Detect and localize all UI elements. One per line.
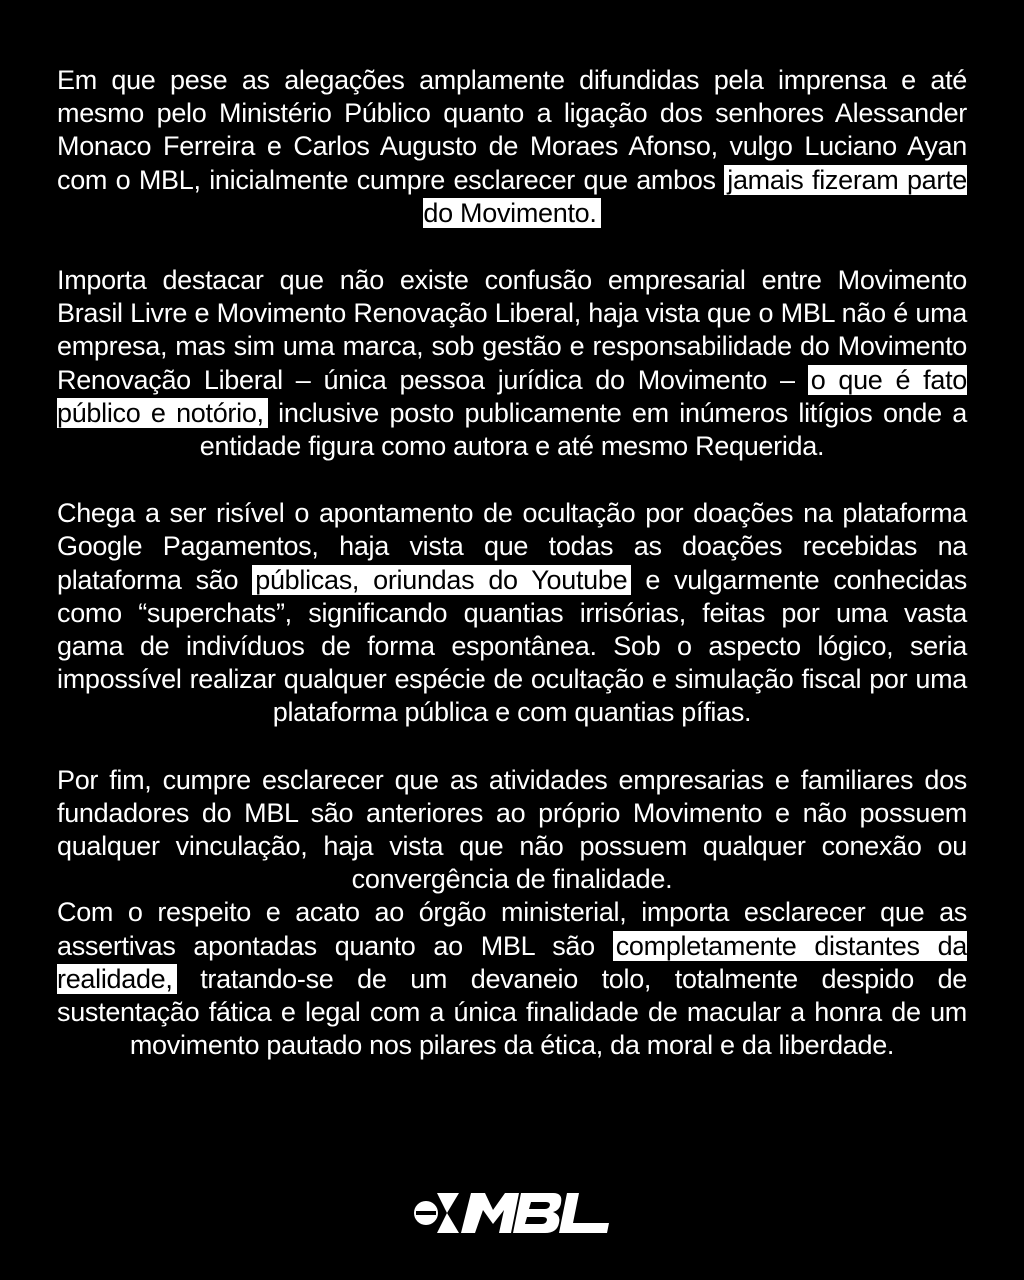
paragraph-2 (57, 264, 967, 463)
paragraph-2-text-end: inclusive posto publicamente em inúmeros litígios onde a entidade figura como autora e até mesmo Requerida. (199, 397, 967, 462)
paragraph-2-text-start: Importa destacar que não existe confusão empresarial entre Movimento Brasil Livre e Movimento Renovação Liberal, haja vista que o MBL não é uma empresa, mas sim uma marca, sob gestão e responsabilidade do Movimento Renovação Liberal – única pessoa jurídica do Movimento – (57, 265, 967, 395)
paragraph-4-text: Por fim, cumpre esclarecer que as atividades empresarias e familiares dos fundadores do MBL são anteriores ao próprio Movimento e não possuem qualquer vinculação, haja vista que não possuem qualquer conexão ou convergência de finalidade. (57, 764, 967, 895)
statement-document (57, 64, 967, 1096)
highlight-3: públicas, oriundas do Youtube (252, 565, 631, 595)
highlight-1: jamais fizeram parte do Movimento. (423, 164, 967, 228)
paragraph-4 (57, 764, 967, 897)
paragraph-5-text-end: tratando-se de um devaneio tolo, totalmente despido de sustentação fática e legal com a única finalidade de macular a honra de um movimento pautado nos pilares da ética, da moral e da liberdade. (57, 963, 967, 1061)
paragraph-3 (57, 497, 967, 729)
paragraph-5-text-start: Com o respeito e acato ao órgão ministerial, importa esclarecer que as assertivas apontadas quanto ao MBL são (57, 897, 967, 961)
highlight-2: o que é fato público e notório, (57, 364, 967, 428)
paragraph-5 (57, 896, 967, 1062)
paragraph-3-text-start: Chega a ser risível o apontamento de ocultação por doações na plataforma Google Pagamentos, haja vista que todas as doações recebidas na plataforma são (57, 498, 967, 595)
mbl-logo (413, 1190, 609, 1236)
paragraph-1 (57, 64, 967, 230)
mbl-logo-icon (413, 1190, 609, 1236)
paragraph-1-text: Em que pese as alegações amplamente difundidas pela imprensa e até mesmo pelo Ministério Público quanto a ligação dos senhores Alessander Monaco Ferreira e Carlos Augusto de Moraes Afonso, vulgo Luciano Ayan com o MBL, inicialmente cumpre esclarecer que ambos (57, 65, 967, 195)
paragraph-3-text-end: e vulgarmente conhecidas como “superchats”, significando quantias irrisórias, feitas por uma vasta gama de indivíduos de forma espontânea. Sob o aspecto lógico, seria impossível realizar qualquer espécie de ocultação e simulação fiscal por uma plataforma pública e com quantias pífias. (57, 564, 967, 728)
highlight-4: completamente distantes da realidade, (57, 930, 967, 994)
